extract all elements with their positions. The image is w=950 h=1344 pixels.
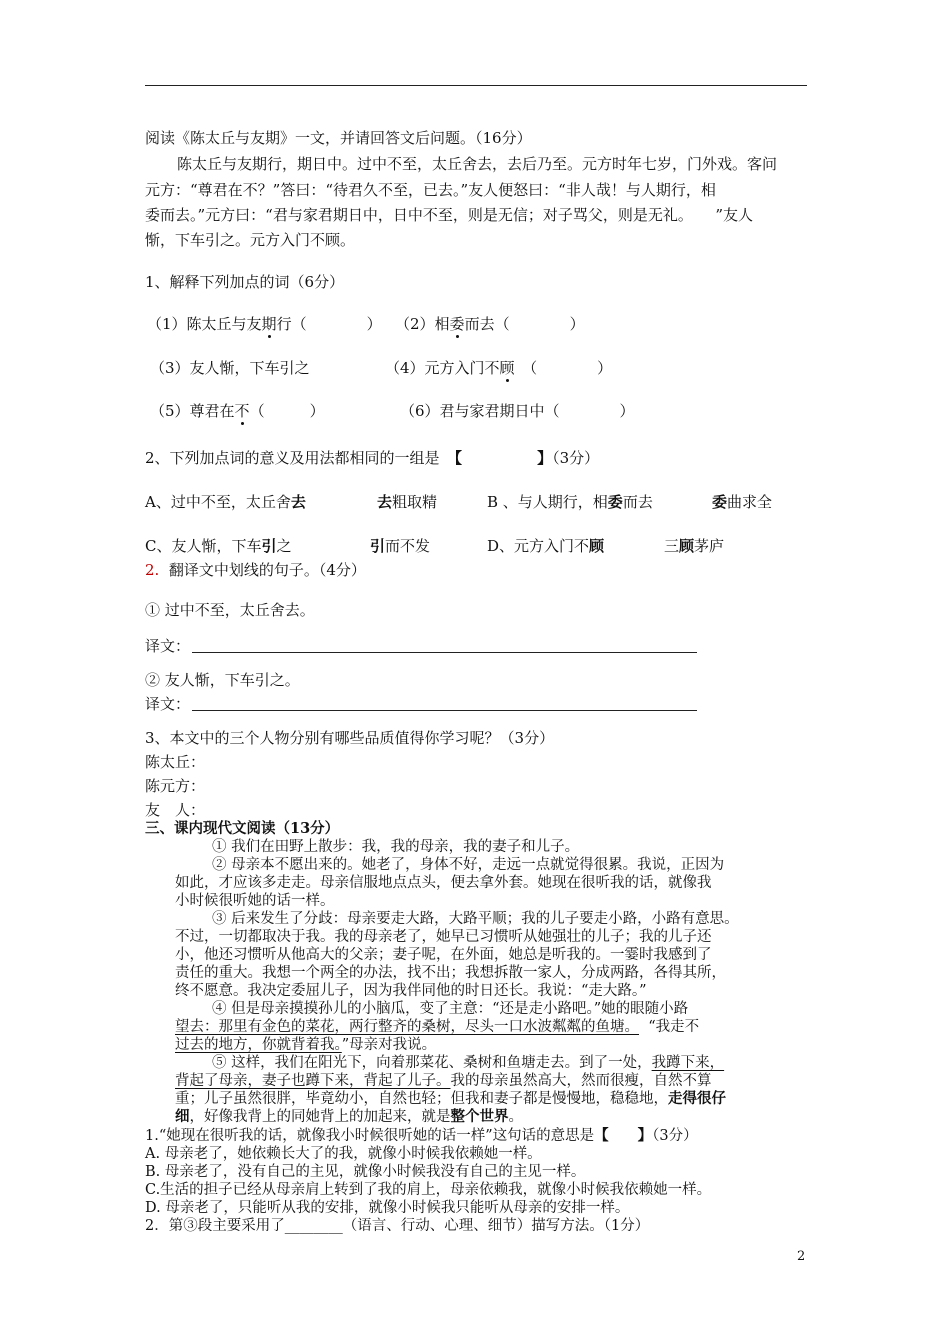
q3-sentence-2: ② 友人惭，下车引之。 xyxy=(145,671,300,689)
mc-option: D. 母亲老了，只能听从我的安排，就像小时候我只能听从母亲的安排一样。 xyxy=(145,1200,630,1216)
passage-line: 委而去。”元方曰：“君与家君期日中，日中不至，则是无信；对子骂父，则是无礼。 ”友人 xyxy=(145,206,754,224)
para-line: 如此，才应该多走走。母亲信服地点点头，便去拿外套。她现在很听我的话，就像我 xyxy=(175,875,712,891)
q3-translation-label: 译文： xyxy=(145,637,191,655)
para-line: 过去的地方，你就背着我。”母亲对我说。 xyxy=(175,1037,437,1053)
dotted-word: 不 xyxy=(234,402,250,420)
q2-option-c-2: 引而不发 xyxy=(370,537,431,555)
q1-item-6: （6）君与家君期日中（ ） xyxy=(400,402,635,420)
q2-option-d-2: 三顾茅庐 xyxy=(664,537,725,555)
para-line: 细，好像我背上的同她背上的加起来，就是整个世界。 xyxy=(175,1108,523,1125)
mc-question-2: 2．第③段主要采用了________（语言、行动、心理、细节）描写方法。（1分） xyxy=(145,1218,650,1234)
passage-line: 陈太丘与友期行，期日中。过中不至，太丘舍去，去后乃至。元方时年七岁，门外戏。客问 xyxy=(177,155,778,173)
q4-person: 友 人： xyxy=(145,801,206,819)
answer-line[interactable] xyxy=(192,710,697,711)
dotted-word: 期 xyxy=(261,315,277,333)
q4-person: 陈太丘： xyxy=(145,753,206,771)
mc-option: A. 母亲老了，她依赖长大了的我，就像小时候我依赖她一样。 xyxy=(145,1146,542,1162)
para-line: 小，他还习惯听从他高大的父亲；妻子呢，在外面，她总是听我的。一霎时我感到了 xyxy=(175,947,712,963)
q2-option-a: A、过中不至，太丘舍去 xyxy=(145,493,306,511)
page-number: 2 xyxy=(797,1249,806,1264)
para-line: ⑤ 这样，我们在阳光下，向着那菜花、桑树和鱼塘走去。到了一处，我蹲下来， xyxy=(212,1055,725,1071)
para-line: ② 母亲本不愿出来的。她老了，身体不好，走远一点就觉得很累。我说，正因为 xyxy=(212,857,725,873)
para-line: 重；儿子虽然很胖，毕竟幼小，自然也轻；但我和妻子都是慢慢地，稳稳地，走得很仔 xyxy=(175,1090,726,1107)
q4-person: 陈元方： xyxy=(145,777,206,795)
section-title: 三、课内现代文阅读（13分） xyxy=(145,820,340,837)
q2-title: 2、下列加点词的意义及用法都相同的一组是 【 】（3分） xyxy=(145,449,600,467)
para-line: ③ 后来发生了分歧：母亲要走大路，大路平顺；我的儿子要走小路，小路有意思。 xyxy=(212,911,739,927)
mc-option: B. 母亲老了，没有自己的主见，就像小时候我没有自己的主见一样。 xyxy=(145,1164,586,1180)
dotted-word: 委 xyxy=(449,315,465,333)
passage-intro: 阅读《陈太丘与友期》一文，并请回答文后问题。（16分） xyxy=(145,129,532,147)
para-line: ① 我们在田野上散步：我，我的母亲，我的妻子和儿子。 xyxy=(212,839,580,855)
q4-title: 3、本文中的三个人物分别有哪些品质值得你学习呢？（3分） xyxy=(145,729,555,747)
q3-translation-label: 译文： xyxy=(145,695,191,713)
para-line: 小时候很听她的话一样。 xyxy=(175,893,335,909)
q1-item-4: （4）元方入门不顾 （ ） xyxy=(385,359,613,377)
answer-line[interactable] xyxy=(192,652,697,653)
q3-sentence-1: ① 过中不至，太丘舍去。 xyxy=(145,601,315,619)
passage-line: 元方：“尊君在不？”答曰：“待君久不至，已去。”友人便怒曰：“非人哉！与人期行，相 xyxy=(145,181,716,199)
header-rule xyxy=(145,85,807,86)
para-line: 终不愿意。我决定委屈儿子，因为我伴同他的时日还长。我说：“走大路。” xyxy=(175,983,647,999)
q2-option-b: B 、与人期行，相委而去 xyxy=(487,493,653,511)
q1-item-2: （2）相委而去（ ） xyxy=(395,315,585,333)
para-line: 望去：那里有金色的菜花，两行整齐的桑树，尽头一口水波粼粼的鱼塘。 “我走不 xyxy=(175,1019,700,1035)
para-line: ④ 但是母亲摸摸孙儿的小脑瓜，变了主意：“还是走小路吧。”她的眼随小路 xyxy=(212,1001,689,1017)
mc-option: C.生活的担子已经从母亲肩上转到了我的肩上，母亲依赖我，就像小时候我依赖她一样。 xyxy=(145,1182,712,1198)
q2-option-a-2: 去粗取精 xyxy=(377,493,438,511)
q1-item-1: （1）陈太丘与友期行（ ） xyxy=(147,315,382,333)
q2-option-c: C、友人惭，下车引之 xyxy=(145,537,292,555)
para-line: 背起了母亲，妻子也蹲下来，背起了儿子。我的母亲虽然高大，然而很瘦，自然不算 xyxy=(175,1073,712,1089)
para-line: 责任的重大。我想一个两全的办法，找不出；我想拆散一家人，分成两路，各得其所， xyxy=(175,965,726,981)
q2-option-d: D、元方入门不顾 xyxy=(487,537,605,555)
q2-option-b-2: 委曲求全 xyxy=(712,493,773,511)
dotted-word: 顾 xyxy=(499,359,515,377)
passage-line: 惭，下车引之。元方入门不顾。 xyxy=(145,231,356,249)
q1-item-3: （3）友人惭，下车引之 xyxy=(150,359,310,377)
q1-item-5: （5）尊君在不（ ） xyxy=(150,402,325,420)
q1-title: 1、解释下列加点的词（6分） xyxy=(145,273,345,291)
q3-title: 2. 翻译文中划线的句子。（4分） xyxy=(145,561,366,579)
para-line: 不过，一切都取决于我。我的母亲老了，她早已习惯听从她强壮的儿子；我的儿子还 xyxy=(175,929,712,945)
mc-question-1: 1.“她现在很听我的话，就像我小时候很听她的话一样”这句话的意思是【 】（3分） xyxy=(145,1127,698,1144)
